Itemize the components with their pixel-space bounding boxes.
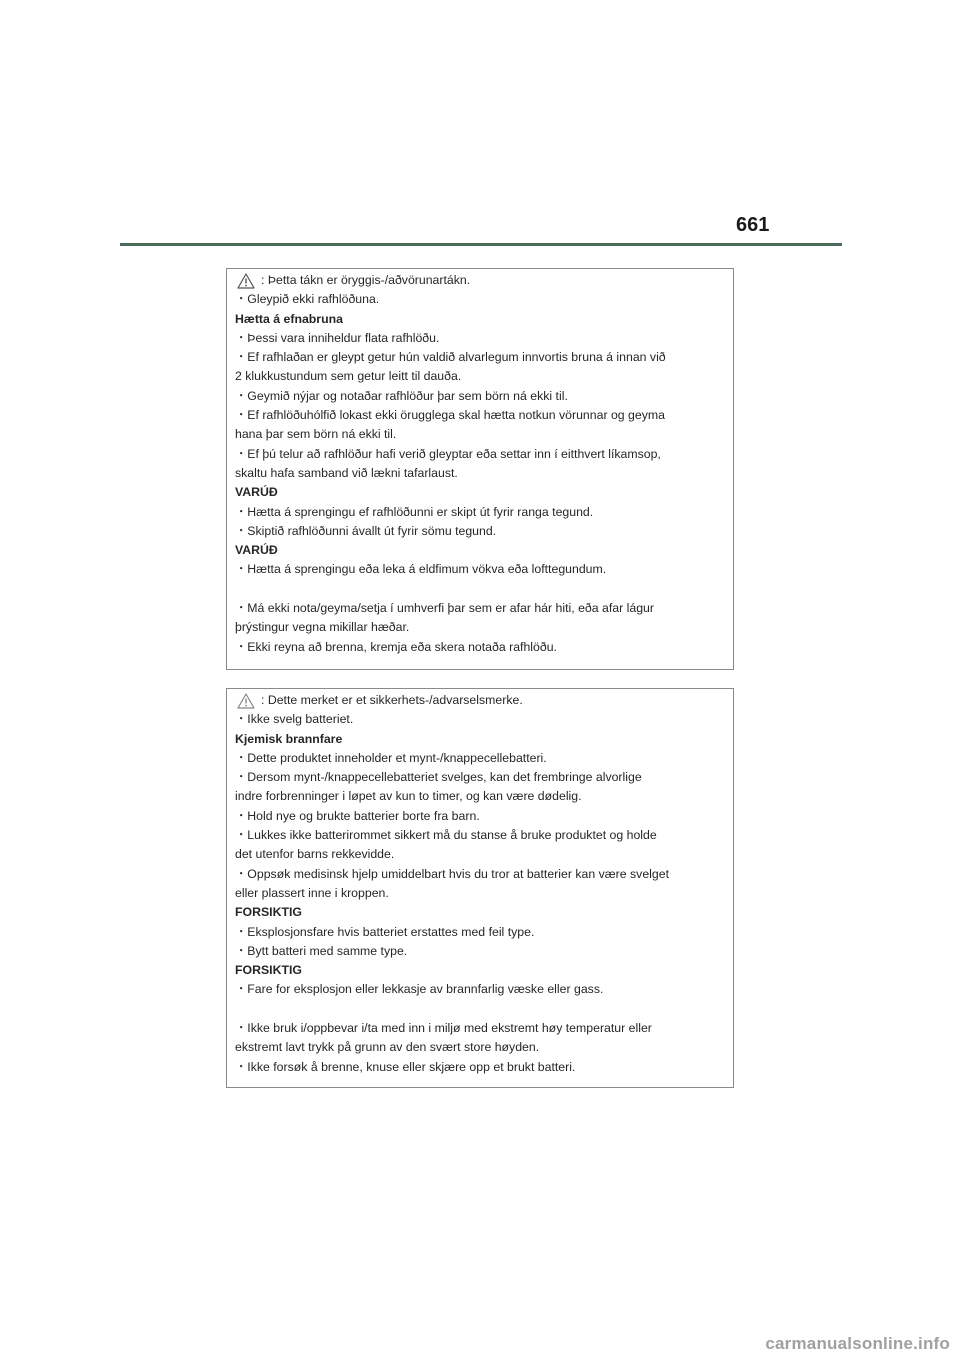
icelandic-symbol-note: : Þetta tákn er öryggis-/aðvörunartákn. — [261, 273, 471, 287]
text-line: ・Oppsøk medisinsk hjelp umiddelbart hvis du tror at batterier kan være svelget — [235, 866, 669, 881]
text-line: ・Fare for eksplosjon eller lekkasje av brannfarlig væske eller gass. — [235, 982, 604, 997]
text-line: indre forbrenninger i løpet av kun to timer, og kan være dødelig. — [235, 789, 582, 804]
text-line: det utenfor barns rekkevidde. — [235, 847, 395, 862]
text-line: eller plassert inne i kroppen. — [235, 885, 389, 900]
text-line: ・Ikke svelg batteriet. — [235, 712, 354, 727]
watermark[interactable]: carmanualsonline.info — [765, 1334, 950, 1353]
text-line: ・Ikke bruk i/oppbevar i/ta med inn i miljø med ekstremt høy temperatur eller — [235, 1021, 652, 1036]
section-heading: VARÚÐ — [235, 485, 278, 500]
text-line: ・Geymið nýjar og notaðar rafhlöður þar sem börn ná ekki til. — [235, 388, 568, 403]
text-line: ・Ekki reyna að brenna, kremja eða skera notaða rafhlöðu. — [235, 639, 557, 654]
text-line: ・Dersom mynt-/knappecellebatteriet svelges, kan det frembringe alvorlige — [235, 770, 642, 785]
text-line: ・Dette produktet inneholder et mynt-/knappecellebatteri. — [235, 750, 547, 765]
text-line: ・Hætta á sprengingu ef rafhlöðunni er skipt út fyrir ranga tegund. — [235, 504, 594, 519]
page-number: 661 — [736, 214, 770, 236]
section-heading: Kjemisk brannfare — [235, 731, 343, 746]
norwegian-lines — [235, 710, 727, 1077]
text-line: skaltu hafa samband við lækni tafarlaust. — [235, 465, 458, 480]
section-heading: FORSIKTIG — [235, 963, 302, 978]
text-line: ekstremt lavt trykk på grunn av den svært store høyden. — [235, 1040, 540, 1055]
norwegian-symbol-line — [235, 691, 727, 710]
text-line: ・Lukkes ikke batterirommet sikkert må du stanse å bruke produktet og holde — [235, 828, 657, 843]
header-rule — [120, 243, 842, 246]
section-heading: VARÚÐ — [235, 543, 278, 558]
text-line: ・Má ekki nota/geyma/setja í umhverfi þar sem er afar hár hiti, eða afar lágur — [235, 601, 654, 616]
icelandic-lines — [235, 290, 727, 657]
text-line: ・Þessi vara inniheldur flata rafhlöðu. — [235, 330, 440, 345]
text-line: ・Ef rafhlaðan er gleypt getur hún valdið alvarlegum innvortis bruna á innan við — [235, 350, 666, 365]
norwegian-warning-box — [226, 688, 734, 1088]
text-line: þrýstingur vegna mikillar hæðar. — [235, 620, 410, 635]
text-line: ・Eksplosjonsfare hvis batteriet erstattes med feil type. — [235, 924, 535, 939]
text-line: ・Skiptið rafhlöðunni ávallt út fyrir sömu tegund. — [235, 523, 497, 538]
section-heading: Hætta á efnabruna — [235, 311, 343, 326]
text-line: 2 klukkustundum sem getur leitt til dauða. — [235, 369, 462, 384]
text-line: ・Ef þú telur að rafhlöður hafi verið gleyptar eða settar inn í eitthvert líkamsop, — [235, 446, 661, 461]
text-line: ・Ikke forsøk å brenne, knuse eller skjære opp et brukt batteri. — [235, 1059, 576, 1074]
section-heading: FORSIKTIG — [235, 905, 302, 920]
warning-triangle-icon — [237, 273, 255, 289]
icelandic-symbol-line — [235, 271, 727, 290]
warning-triangle-icon — [237, 693, 255, 709]
text-line: ・Gleypið ekki rafhlöðuna. — [235, 292, 380, 307]
spacer — [235, 580, 727, 599]
text-line: ・Hætta á sprengingu eða leka á eldfimum vökva eða lofttegundum. — [235, 562, 607, 577]
spacer — [235, 1000, 727, 1019]
text-line: ・Bytt batteri med samme type. — [235, 943, 408, 958]
text-line: ・Hold nye og brukte batterier borte fra barn. — [235, 808, 480, 823]
icelandic-warning-box — [226, 268, 734, 670]
norwegian-symbol-note: : Dette merket er et sikkerhets-/advarselsmerke. — [261, 693, 523, 707]
text-line: ・Ef rafhlöðuhólfið lokast ekki örugglega skal hætta notkun vörunnar og geyma — [235, 408, 665, 423]
text-line: hana þar sem börn ná ekki til. — [235, 427, 397, 442]
